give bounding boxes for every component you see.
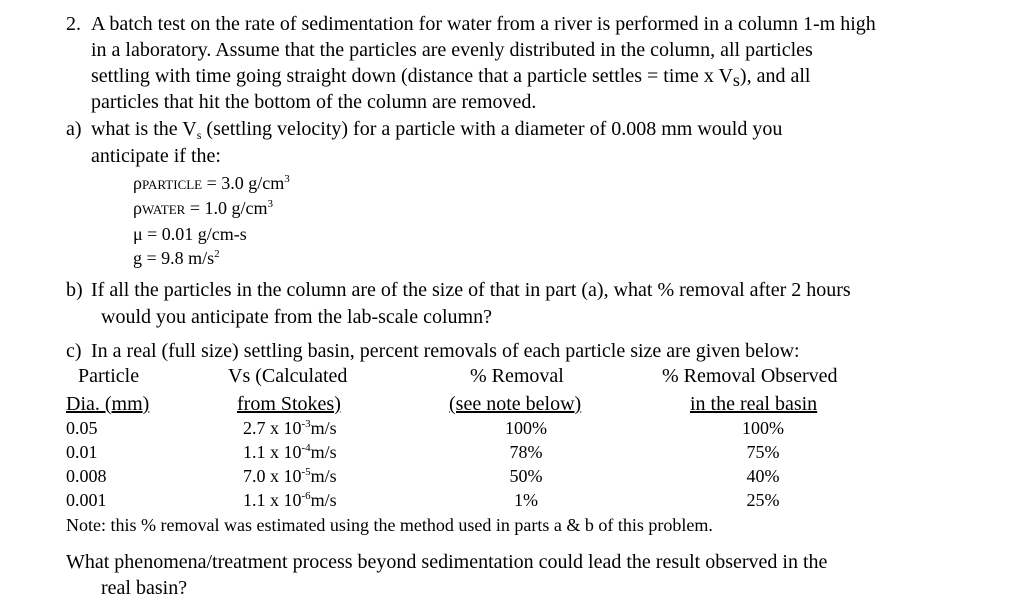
part-b-line-2: would you anticipate from the lab-scale column? [101,306,492,328]
question-number: 2. [66,13,81,35]
cell-removal: 78% [509,442,543,462]
rho-water-label: WATER [141,202,186,217]
param-g [133,246,220,270]
cell-dia: 0.01 [66,442,98,462]
cell-observed: 100% [742,418,784,438]
rho-particle-exp: 3 [284,173,290,185]
th-particle: Particle [78,365,140,387]
rho-particle-value: = 3.0 g/cm [202,173,285,193]
rho-particle-label: PARTICLE [141,177,203,192]
th-removal: % Removal [470,365,564,387]
cell-dia: 0.008 [66,466,107,486]
vs-mantissa: 2.7 x 10 [243,418,302,438]
table-row [66,441,826,463]
intro-line-2: in a laboratory. Assume that the particles are evenly distributed in the column, all particles [91,39,813,61]
cell-removal: 100% [505,418,547,438]
th-dia-mm: Dia. (mm) [66,393,150,415]
th-real-basin: in the real basin [690,393,818,415]
cell-removal: 50% [509,466,543,486]
cell-observed: 40% [746,466,780,486]
table-note: Note: this % removal was estimated using the method used in parts a & b of this problem. [66,515,713,535]
part-a-label: a) [66,118,82,140]
final-question-line-1: What phenomena/treatment process beyond sedimentation could lead the result observed in the [66,551,828,573]
cell-removal: 1% [514,490,538,510]
cell-vs [243,441,337,463]
part-a-line-2: anticipate if the: [91,145,221,167]
rho-symbol: ρ [133,173,142,193]
th-see-note: (see note below) [449,393,582,415]
cell-dia: 0.001 [66,490,107,510]
vs-mantissa: 1.1 x 10 [243,490,302,510]
th-from-stokes: from Stokes) [237,393,341,415]
param-rho-particle [133,171,290,197]
cell-vs [243,489,337,511]
th-removal-observed: % Removal Observed [662,365,838,387]
vs-unit: m/s [310,418,337,438]
cell-vs [243,465,337,487]
vs-mantissa: 1.1 x 10 [243,442,302,462]
cell-dia: 0.05 [66,418,98,438]
intro-line-3 [91,64,810,88]
part-a-text-pre: what is the V [91,118,197,140]
vs-exponent: -5 [301,466,311,478]
rho-water-value: = 1.0 g/cm [185,198,268,218]
intro-vs-subscript: s [732,70,740,90]
part-b-label: b) [66,279,83,301]
vs-exponent: -4 [301,442,311,454]
table-row [66,489,826,511]
vs-unit: m/s [310,442,337,462]
table-row [66,465,826,487]
intro-line-3-text: settling with time going straight down (distance that a particle settles = time x V [91,65,733,87]
part-b-line-1: If all the particles in the column are of the size of that in part (a), what % removal after 2 hours [91,279,851,301]
vs-unit: m/s [310,466,337,486]
vs-exponent: -6 [301,490,311,502]
intro-line-1: A batch test on the rate of sedimentation for water from a river is performed in a column 1-m high [91,13,876,35]
param-rho-water [133,196,273,222]
th-vs-calculated: Vs (Calculated [228,365,348,387]
table-row [66,417,826,439]
g-exp: 2 [214,248,220,260]
cell-vs [243,417,337,439]
vs-mantissa: 7.0 x 10 [243,466,302,486]
rho-symbol: ρ [133,198,142,218]
cell-observed: 75% [746,442,780,462]
vs-exponent: -3 [301,418,311,430]
rho-water-exp: 3 [267,198,273,210]
final-question-line-2: real basin? [101,577,188,599]
part-a-text-post: (settling velocity) for a particle with a diameter of 0.008 mm would you [201,118,783,140]
part-c-line-1: In a real (full size) settling basin, percent removals of each particle size are given below: [91,340,800,362]
vs-unit: m/s [310,490,337,510]
part-a-line-1 [91,117,782,141]
part-c-label: c) [66,340,82,362]
g-text: g = 9.8 m/s [133,248,215,268]
part-a-vs-subscript: s [196,128,202,142]
param-mu: μ = 0.01 g/cm-s [133,224,247,244]
intro-line-4: particles that hit the bottom of the column are removed. [91,91,537,113]
cell-observed: 25% [746,490,780,510]
intro-line-3-tail: ), and all [739,65,811,87]
